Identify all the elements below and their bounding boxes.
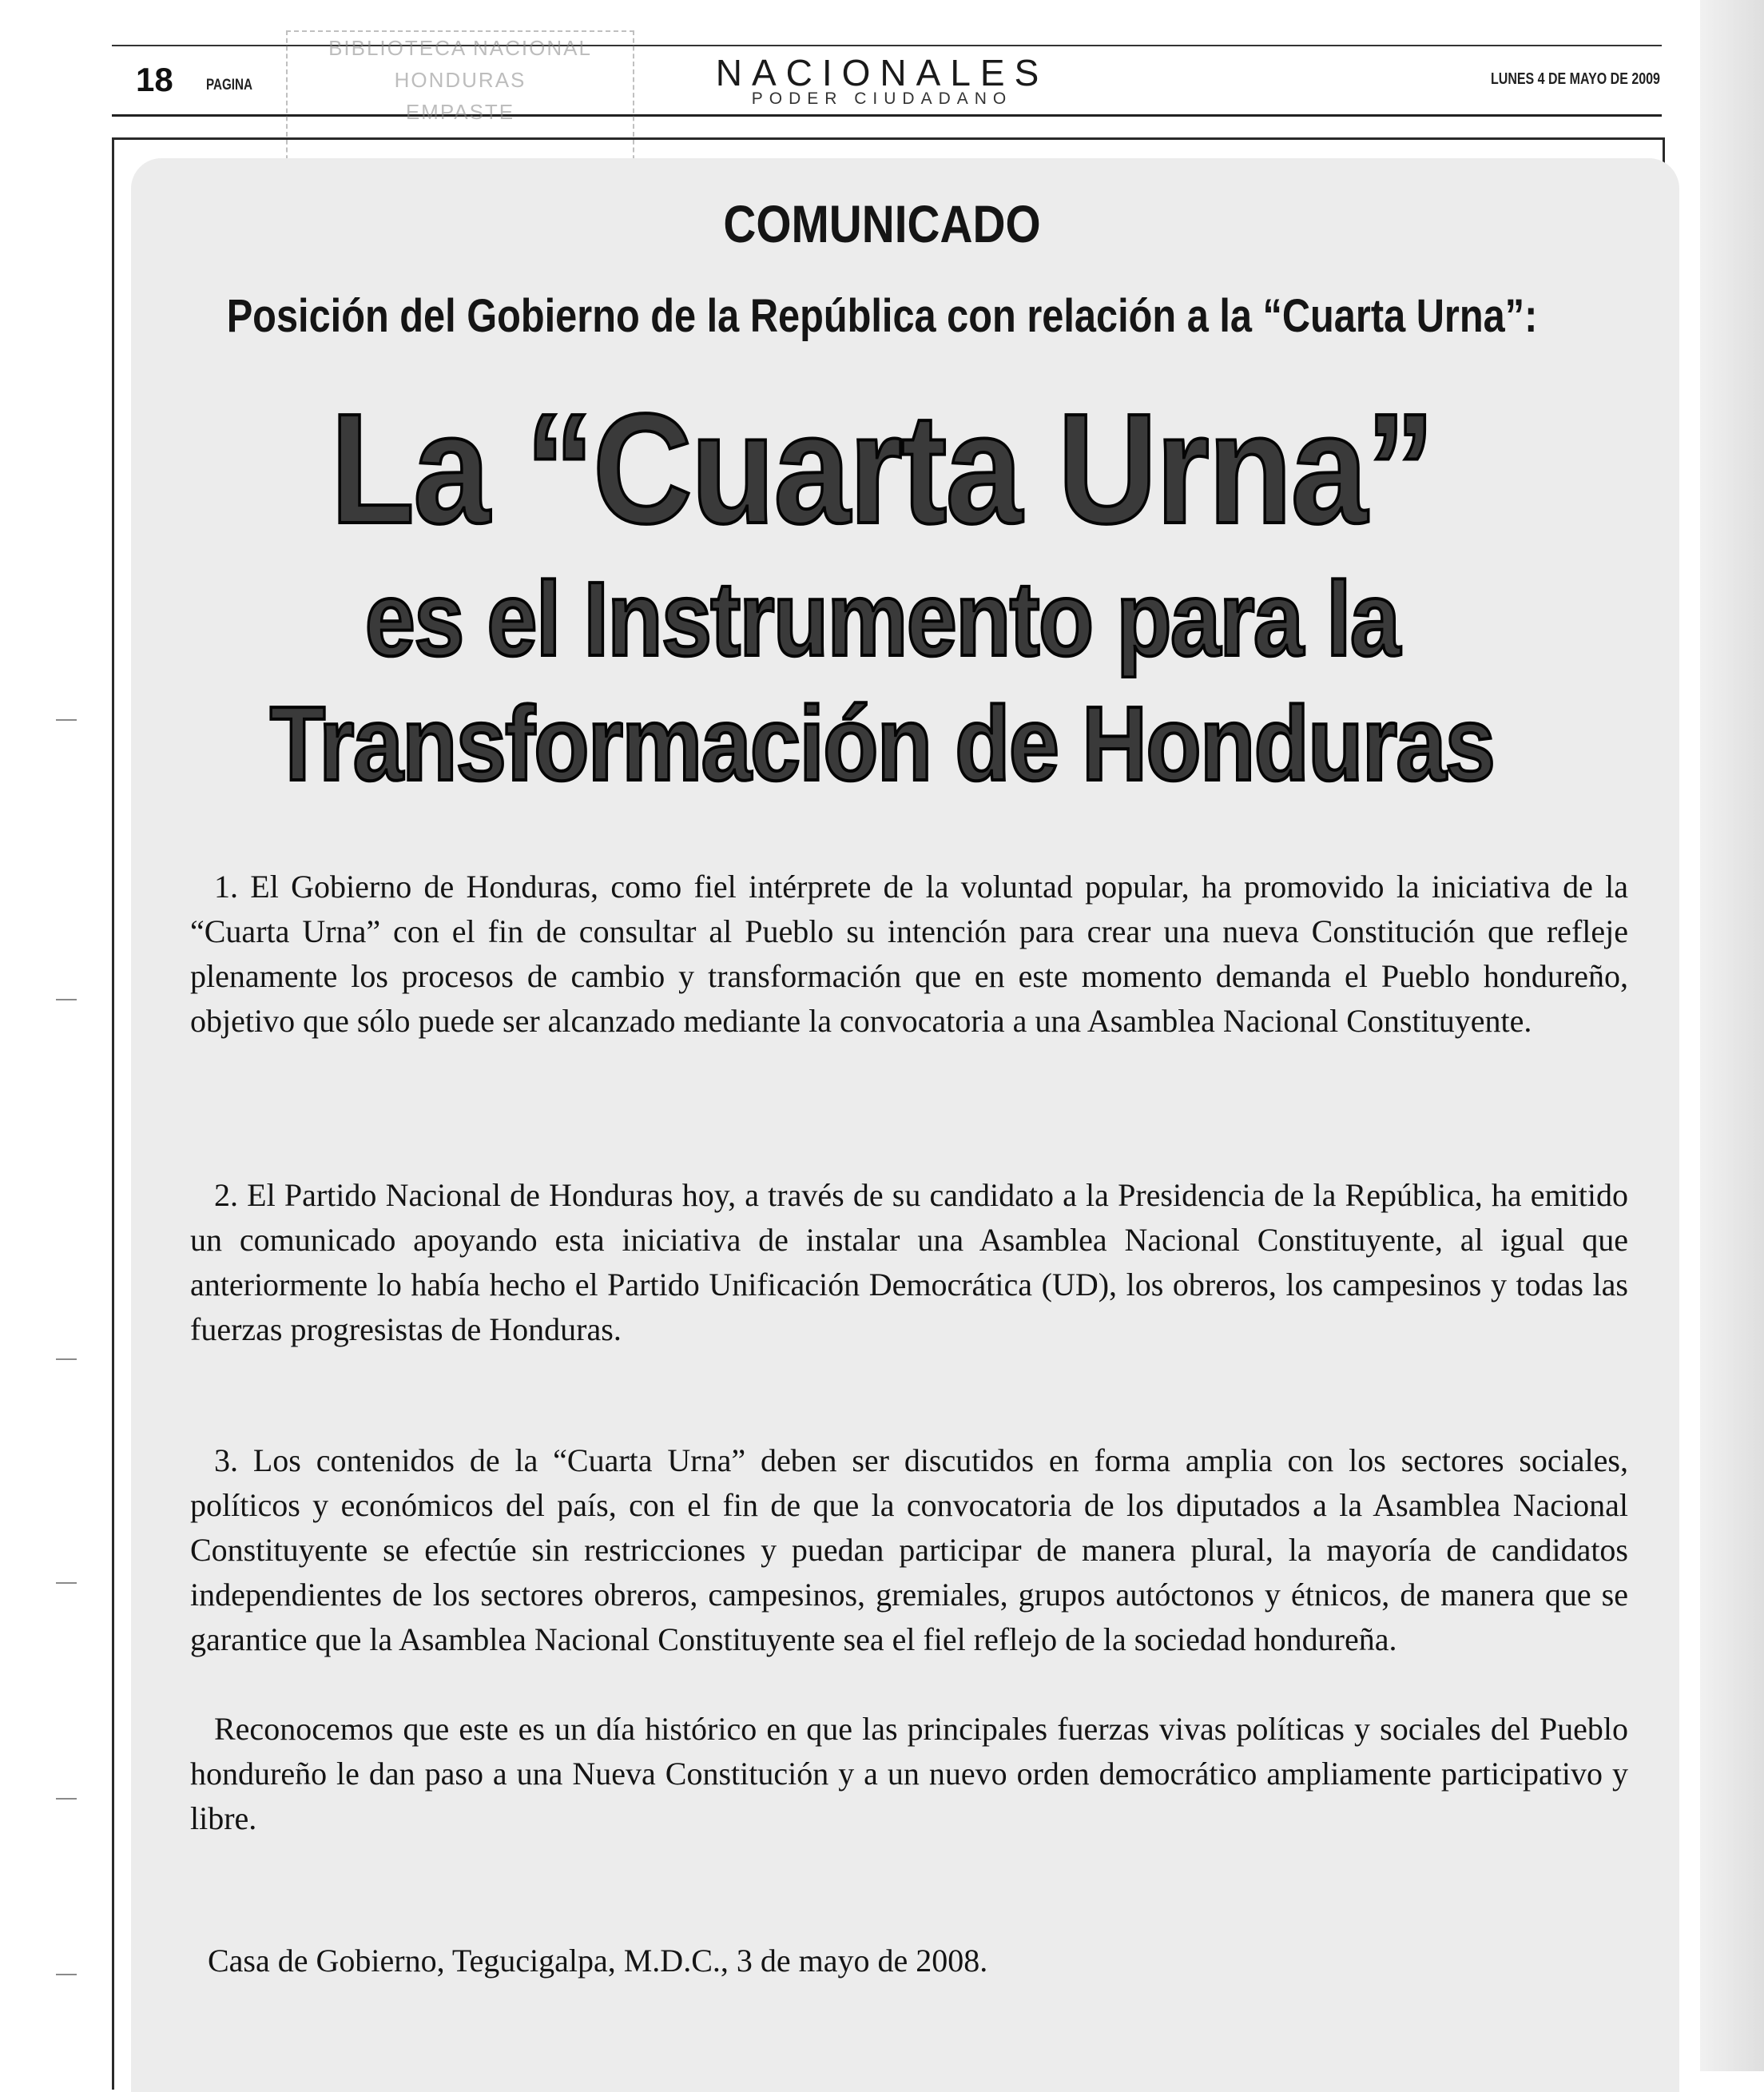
closing-line: Casa de Gobierno, Tegucigalpa, M.D.C., 3 de mayo de 2008. [208,1943,988,1979]
notice-heading: COMUNICADO [723,194,1041,253]
margin-mark [56,1974,77,1975]
margin-mark [56,1358,77,1360]
margin-mark [56,1798,77,1800]
margin-mark [56,999,77,1000]
notice-subheading: Posición del Gobierno de la República con relación a la “Cuarta Urna”: [226,290,1538,342]
issue-date: LUNES 4 DE MAYO DE 2009 [1491,70,1660,88]
headline-line-2: es el Instrumento para la [364,560,1400,678]
page-label: PAGINA [206,77,252,93]
stamp-line-2: HONDURAS [394,68,526,92]
page-edge-shadow [1700,0,1764,2071]
headline-line-1: La “Cuarta Urna” [330,381,1434,556]
paragraph-1: 1. El Gobierno de Honduras, como fiel intérprete de la voluntad popular, ha promovido la iniciativa de la “Cuarta Urna” con el fin de consultar al Pueblo su intención para crear una nueva Constitución que refleje plenamente los procesos de cambio y transformación que en este momento demanda el Pueblo hondureño, objetivo que sólo puede ser alcanzado mediante la convocatoria a una Asamblea Nacional Constituyente. [190,869,1628,1039]
stamp-line-3: EMPASTE [405,100,515,124]
margin-mark [56,719,77,721]
page-number: 18 [136,61,173,98]
section-title: NACIONALES [715,52,1049,93]
section-subtitle: PODER CIUDADANO [751,89,1013,108]
stamp-line-1: BIBLIOTECA NACIONAL [328,36,592,60]
paragraph-4: Reconocemos que este es un día histórico en que las principales fuerzas vivas políticas y sociales del Pueblo hondureño le dan paso a una Nueva Constitución y a un nuevo orden democrático ampliamente participativo y libre. [190,1711,1628,1836]
paragraph-2: 2. El Partido Nacional de Honduras hoy, a través de su candidato a la Presidencia de la República, ha emitido un comunicado apoyando esta iniciativa de instalar una Asamblea Nacional Constituyente, al igual que anteriormente lo había hecho el Partido Unificación Democrática (UD), los obreros, los campesinos y todas las fuerzas progresistas de Honduras. [190,1177,1628,1347]
paragraph-3: 3. Los contenidos de la “Cuarta Urna” deben ser discutidos en forma amplia con los sectores sociales, políticos y económicos del país, con el fin de que la convocatoria de los diputados a la Asamblea Nacional Constituyente se efectúe sin restricciones y puedan participar de manera plural, la mayoría de candidatos independientes de los sectores obreros, campesinos, gremiales, grupos autóctonos y étnicos, de manera que se garantice que la Asamblea Nacional Constituyente sea el fiel reflejo de la sociedad hondureña. [190,1442,1628,1657]
margin-mark [56,1582,77,1584]
headline-line-3: Transformación de Honduras [269,685,1495,802]
